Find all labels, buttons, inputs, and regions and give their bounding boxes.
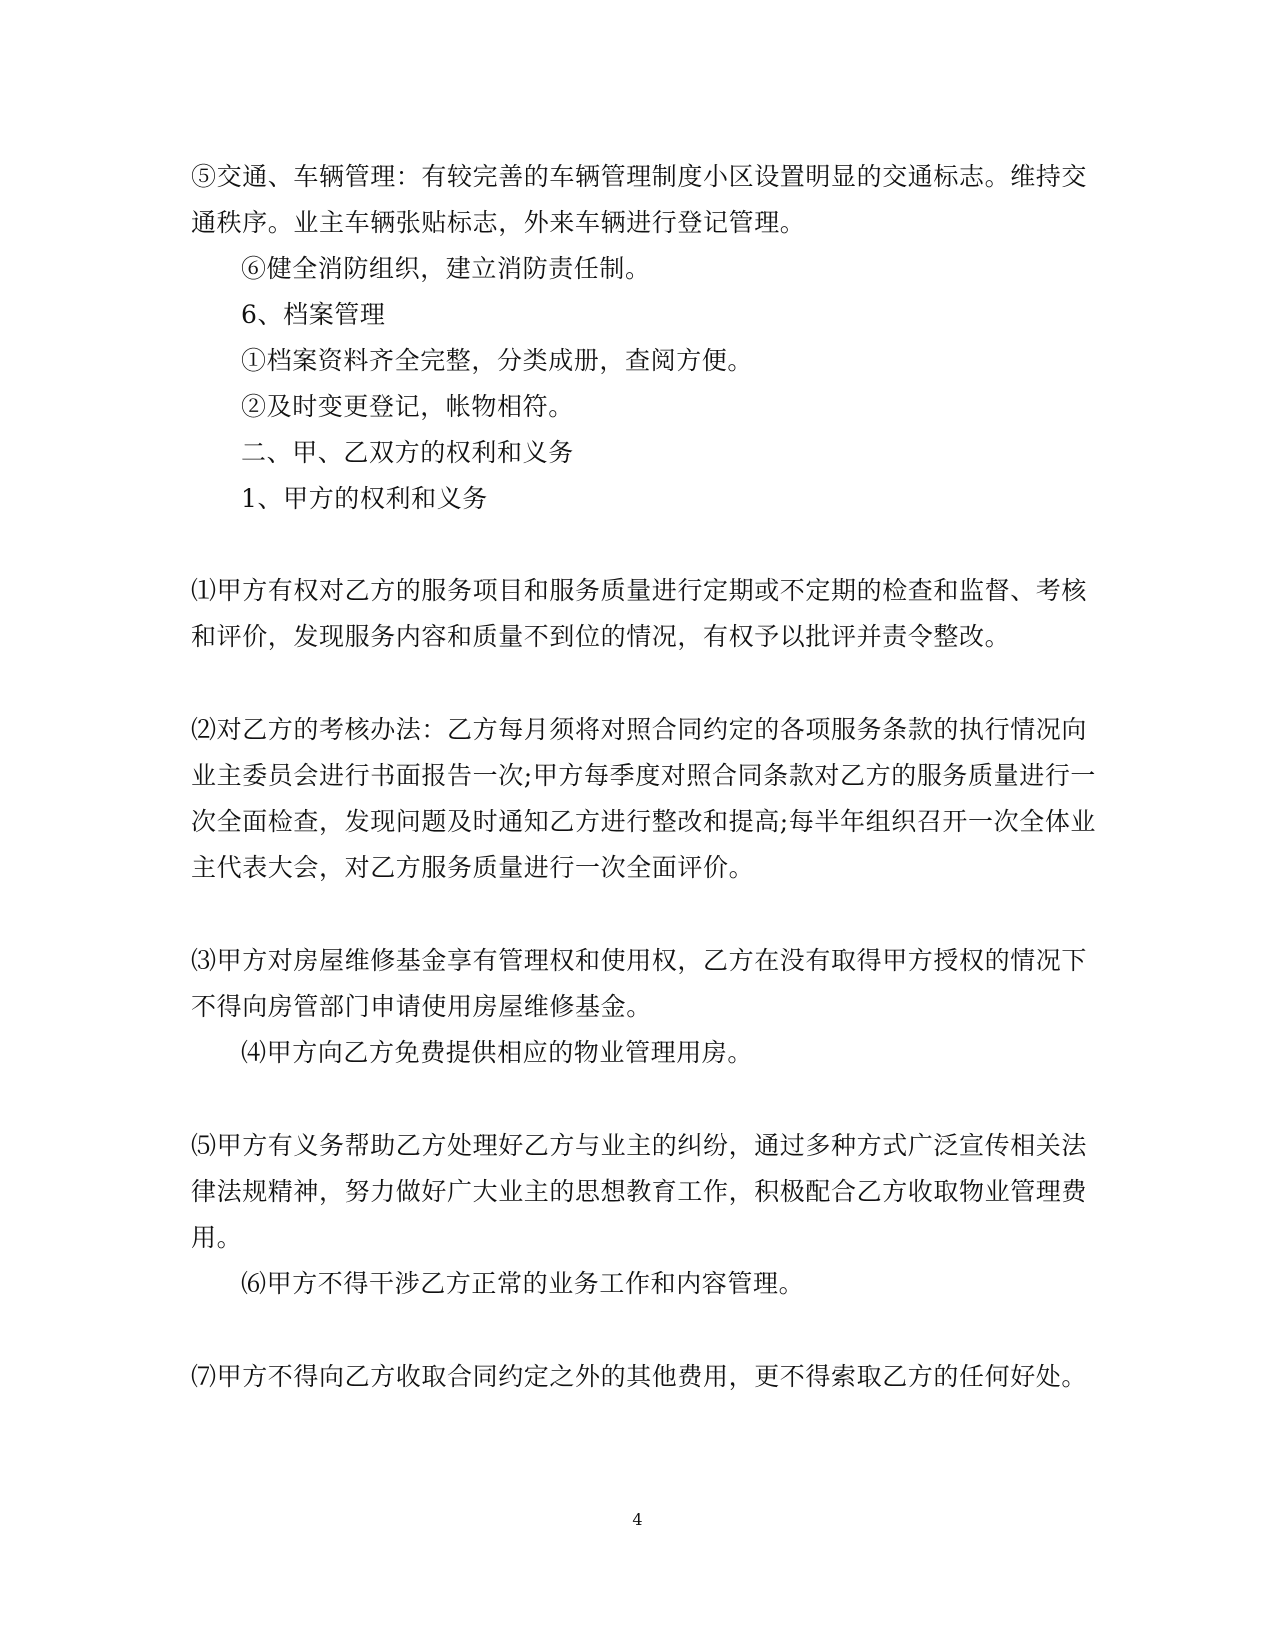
text-line: ①档案资料齐全完整，分类成册，查阅方便。 (241, 346, 754, 375)
section-heading: 6、档案管理 (241, 300, 386, 329)
text-line: ⑥健全消防组织，建立消防责任制。 (241, 254, 651, 283)
text-line: ⑤交通、车辆管理：有较完善的车辆管理制度小区设置明显的交通标志。维持交 (191, 162, 1088, 191)
text-line: 次全面检查，发现问题及时通知乙方进行整改和提高;每半年组织召开一次全体业 (191, 807, 1097, 836)
section-heading: 1、甲方的权利和义务 (241, 484, 488, 513)
text-line: 业主委员会进行书面报告一次;甲方每季度对照合同条款对乙方的服务质量进行一 (191, 761, 1097, 790)
text-line: ⑴甲方有权对乙方的服务项目和服务质量进行定期或不定期的检查和监督、考核 (191, 576, 1088, 605)
text-line: ⑺甲方不得向乙方收取合同约定之外的其他费用，更不得索取乙方的任何好处。 (191, 1362, 1088, 1391)
text-line: 用。 (191, 1223, 243, 1252)
text-line: 主代表大会，对乙方服务质量进行一次全面评价。 (191, 853, 755, 882)
text-line: 不得向房管部门申请使用房屋维修基金。 (191, 992, 652, 1021)
text-line: 和评价，发现服务内容和质量不到位的情况，有权予以批评并责令整改。 (191, 622, 1011, 651)
section-heading: 二、甲、乙双方的权利和义务 (241, 438, 574, 467)
text-line: 通秩序。业主车辆张贴标志，外来车辆进行登记管理。 (191, 208, 806, 237)
text-line: ⑸甲方有义务帮助乙方处理好乙方与业主的纠纷，通过多种方式广泛宣传相关法 (191, 1131, 1088, 1160)
text-line: 律法规精神，努力做好广大业主的思想教育工作，积极配合乙方收取物业管理费 (191, 1177, 1088, 1206)
text-line: ⑹甲方不得干涉乙方正常的业务工作和内容管理。 (241, 1269, 805, 1298)
text-line: ⑵对乙方的考核办法：乙方每月须将对照合同约定的各项服务条款的执行情况向 (191, 715, 1088, 744)
page-number: 4 (632, 1510, 643, 1529)
text-line: ②及时变更登记，帐物相符。 (241, 392, 574, 421)
text-line: ⑷甲方向乙方免费提供相应的物业管理用房。 (241, 1038, 754, 1067)
text-line: ⑶甲方对房屋维修基金享有管理权和使用权，乙方在没有取得甲方授权的情况下 (191, 946, 1088, 975)
